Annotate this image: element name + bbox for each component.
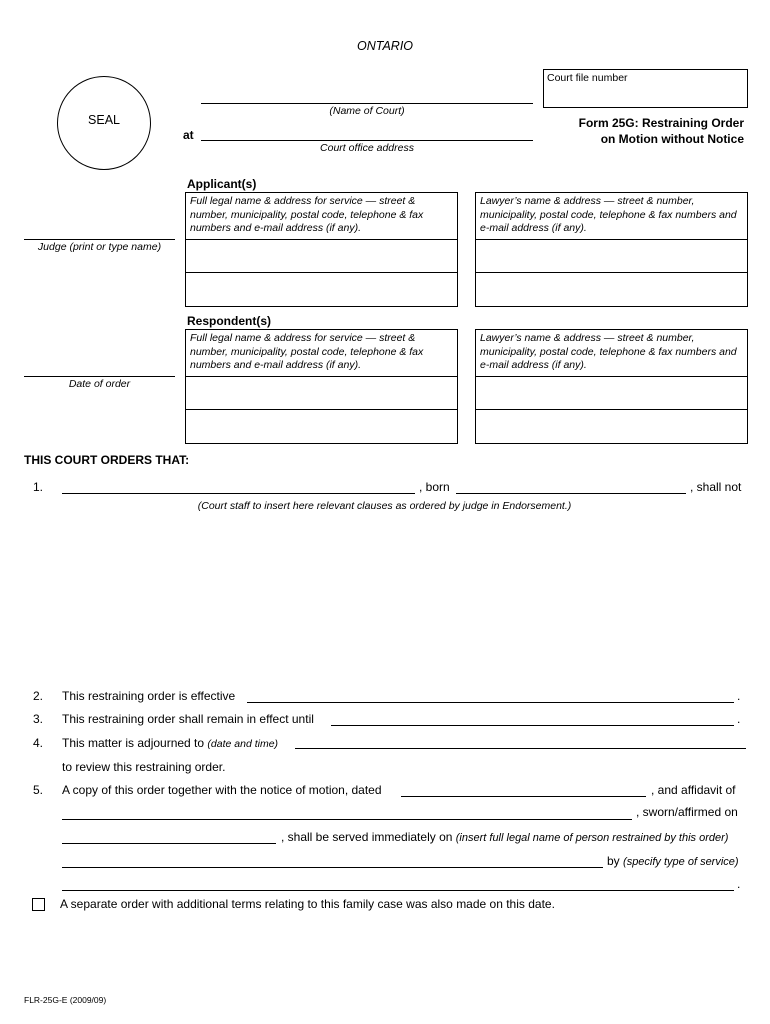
judge-label: Judge (print or type name) — [37, 241, 162, 253]
respondent-party-header: Full legal name & address for service — street & number, municipality, postal code, telephone & fax numbers and e-mail address (if any). — [185, 329, 458, 377]
seal-label: SEAL — [88, 113, 120, 127]
item4-number: 4. — [33, 736, 44, 750]
applicant-party-field-1[interactable] — [185, 239, 458, 273]
item1-name-line[interactable] — [62, 493, 415, 494]
item1-number: 1. — [33, 480, 44, 494]
court-office-address-label: Court office address — [320, 142, 414, 154]
item5-served-text — [281, 830, 728, 844]
separate-order-checkbox[interactable] — [32, 898, 45, 911]
item5-person-line[interactable] — [62, 867, 603, 868]
orders-heading: THIS COURT ORDERS THAT: — [24, 453, 190, 467]
form-title-line1: Form 25G: Restraining Order — [578, 116, 744, 130]
item2-text: This restraining order is effective — [62, 689, 236, 703]
form-code: FLR-25G-E (2009/09) — [24, 995, 107, 1005]
at-label: at — [183, 128, 194, 142]
separate-order-text: A separate order with additional terms relating to this family case was also made on this date. — [60, 897, 555, 911]
item5-by-hint: (specify type of service) — [623, 856, 739, 868]
item3-until-line[interactable] — [331, 725, 734, 726]
item1-birthdate-line[interactable] — [456, 493, 686, 494]
item2-effective-line[interactable] — [247, 702, 734, 703]
name-of-court-line[interactable] — [201, 103, 533, 104]
item2-number: 2. — [33, 689, 44, 703]
item5-number: 5. — [33, 783, 44, 797]
item5-sworn-date-line[interactable] — [62, 843, 276, 844]
item4-adjourned-line[interactable] — [295, 748, 746, 749]
applicant-lawyer-field-2[interactable] — [475, 272, 748, 307]
court-file-number-box[interactable] — [543, 69, 748, 108]
item1-born-label: , born — [419, 480, 450, 494]
item5-served-label: , shall be served immediately on — [281, 830, 453, 844]
item3-text: This restraining order shall remain in effect until — [62, 712, 314, 726]
item4-text-main: This matter is adjourned to — [62, 736, 205, 750]
item1-note: (Court staff to insert here relevant clauses as ordered by judge in Endorsement.) — [197, 500, 572, 512]
item5-text: A copy of this order together with the notice of motion, dated — [62, 783, 382, 797]
respondent-lawyer-field-2[interactable] — [475, 409, 748, 444]
respondent-lawyer-header: Lawyer’s name & address — street & number, municipality, postal code, telephone & fax numbers and e-mail address (if any). — [475, 329, 748, 377]
item4-date-time-hint: (date and time) — [207, 738, 279, 750]
court-office-address-line[interactable] — [201, 140, 533, 141]
item5-period: . — [737, 877, 741, 891]
item4-text — [62, 736, 278, 750]
item2-period: . — [737, 689, 741, 703]
province-title: ONTARIO — [357, 39, 414, 53]
court-file-number-label: Court file number — [547, 72, 628, 84]
respondent-party-field-2[interactable] — [185, 409, 458, 444]
applicant-party-header: Full legal name & address for service — street & number, municipality, postal code, telephone & fax numbers and e-mail address (if any). — [185, 192, 458, 240]
form-title-line2: on Motion without Notice — [600, 132, 744, 146]
respondent-party-field-1[interactable] — [185, 376, 458, 410]
item4-continuation: to review this restraining order. — [62, 760, 226, 774]
item3-number: 3. — [33, 712, 44, 726]
item5-service-type-line[interactable] — [62, 890, 734, 891]
applicants-title: Applicant(s) — [187, 177, 257, 191]
item5-by-text — [607, 854, 739, 868]
item5-affidavit-name-line[interactable] — [62, 819, 632, 820]
name-of-court-label: (Name of Court) — [329, 105, 405, 117]
item1-clauses-area[interactable] — [62, 516, 746, 676]
applicant-lawyer-field-1[interactable] — [475, 239, 748, 273]
respondents-title: Respondent(s) — [187, 314, 271, 328]
respondent-lawyer-field-1[interactable] — [475, 376, 748, 410]
item5-by-label: by — [607, 854, 620, 868]
date-of-order-label: Date of order — [68, 378, 131, 390]
item5-affidavit-label: , and affidavit of — [651, 783, 736, 797]
item3-period: . — [737, 712, 741, 726]
applicant-party-field-2[interactable] — [185, 272, 458, 307]
item5-served-hint: (insert full legal name of person restrained by this order) — [455, 832, 729, 844]
item1-shall-not-label: , shall not — [690, 480, 742, 494]
form-title — [540, 115, 744, 147]
item5-sworn-label: , sworn/affirmed on — [636, 805, 738, 819]
court-seal — [57, 76, 151, 170]
date-of-order-line[interactable] — [24, 376, 175, 377]
judge-name-line[interactable] — [24, 239, 175, 240]
item5-dated-line[interactable] — [401, 796, 646, 797]
applicant-lawyer-header: Lawyer’s name & address — street & number, municipality, postal code, telephone & fax numbers and e-mail address (if any). — [475, 192, 748, 240]
